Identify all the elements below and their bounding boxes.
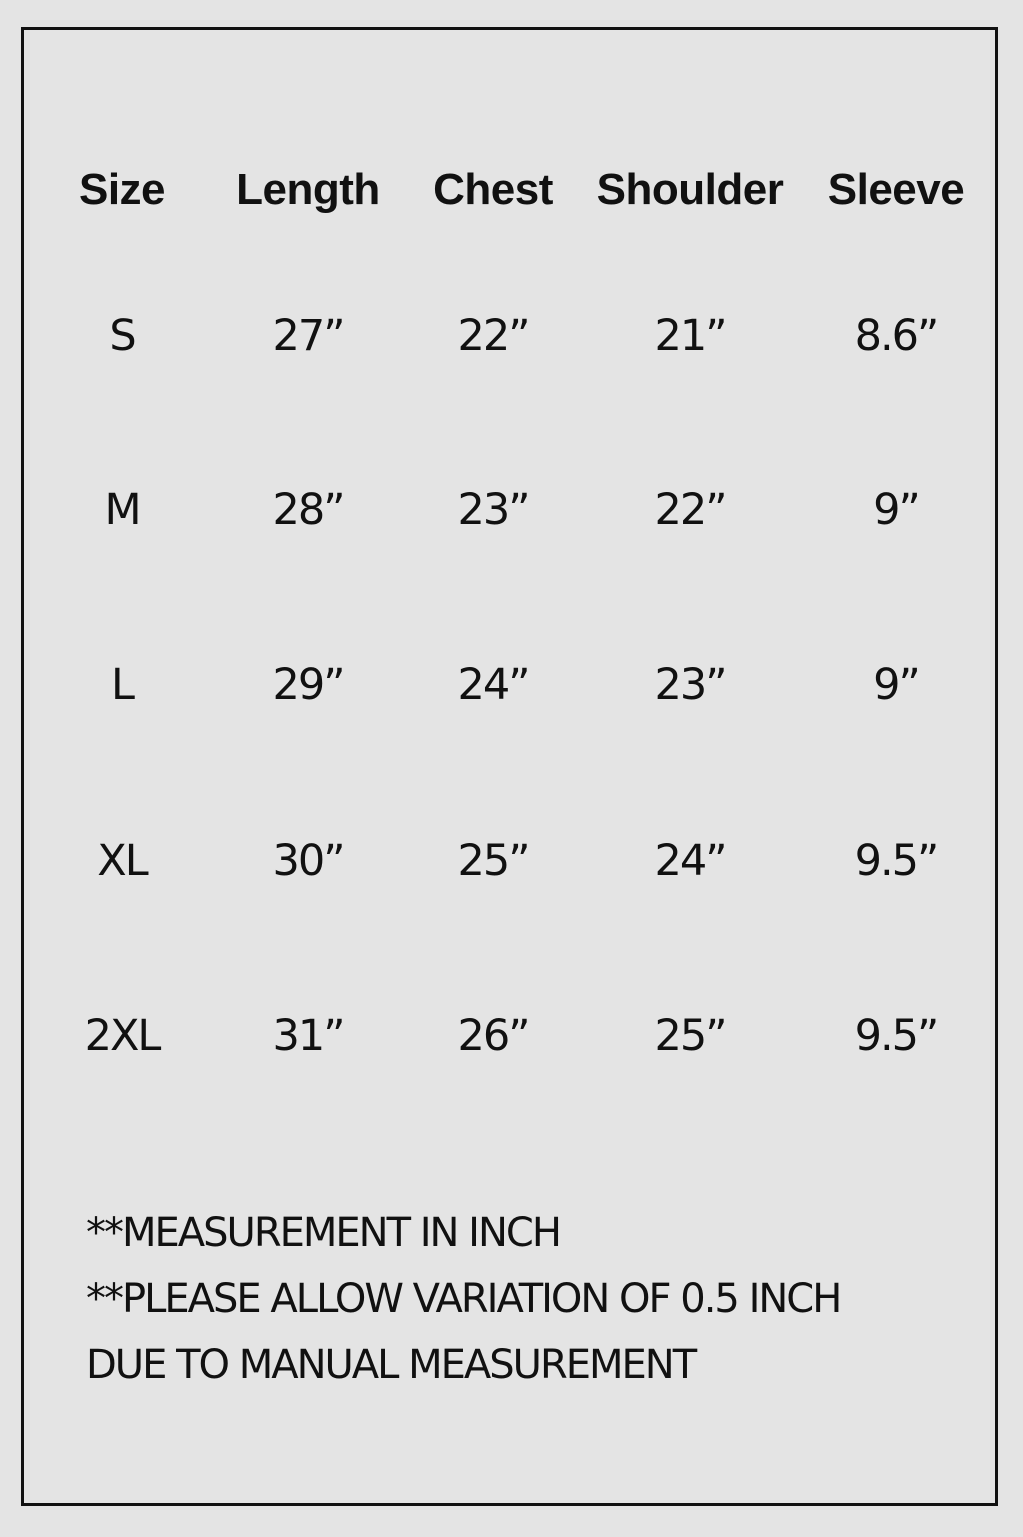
cell-chest: 24” (457, 660, 529, 710)
header-size: Size (78, 165, 166, 214)
table-row (0, 470, 1023, 550)
header-sleeve: Sleeve (827, 165, 965, 214)
cell-chest: 25” (457, 836, 529, 886)
cell-size: S (109, 311, 135, 361)
cell-size: L (111, 660, 133, 710)
cell-sleeve: 8.6” (854, 311, 938, 361)
table-row (0, 645, 1023, 725)
cell-chest: 23” (457, 485, 529, 535)
cell-shoulder: 21” (654, 311, 726, 361)
cell-shoulder: 24” (654, 836, 726, 886)
header-shoulder: Shoulder (596, 165, 784, 214)
header-chest: Chest (433, 165, 553, 214)
table-row (0, 996, 1023, 1076)
cell-sleeve: 9.5” (854, 836, 938, 886)
cell-shoulder: 25” (654, 1011, 726, 1061)
cell-length: 28” (272, 485, 344, 535)
cell-size: XL (97, 836, 147, 886)
cell-chest: 22” (457, 311, 529, 361)
cell-shoulder: 22” (654, 485, 726, 535)
cell-sleeve: 9” (873, 660, 919, 710)
table-row (0, 821, 1023, 901)
header-row (0, 150, 1023, 230)
header-length: Length (236, 165, 380, 214)
note-manual-measurement: DUE TO MANUAL MEASUREMENT (86, 1342, 696, 1388)
measurement-notes (86, 1200, 966, 1398)
cell-shoulder: 23” (654, 660, 726, 710)
note-measurement-unit: **MEASUREMENT IN INCH (86, 1210, 560, 1256)
cell-sleeve: 9.5” (854, 1011, 938, 1061)
cell-chest: 26” (457, 1011, 529, 1061)
cell-length: 27” (272, 311, 344, 361)
note-variation: **PLEASE ALLOW VARIATION OF 0.5 INCH (86, 1276, 841, 1322)
cell-sleeve: 9” (873, 485, 919, 535)
cell-size: 2XL (84, 1011, 160, 1061)
cell-length: 30” (272, 836, 344, 886)
cell-length: 31” (272, 1011, 344, 1061)
cell-length: 29” (272, 660, 344, 710)
cell-size: M (104, 485, 140, 535)
table-row (0, 296, 1023, 376)
